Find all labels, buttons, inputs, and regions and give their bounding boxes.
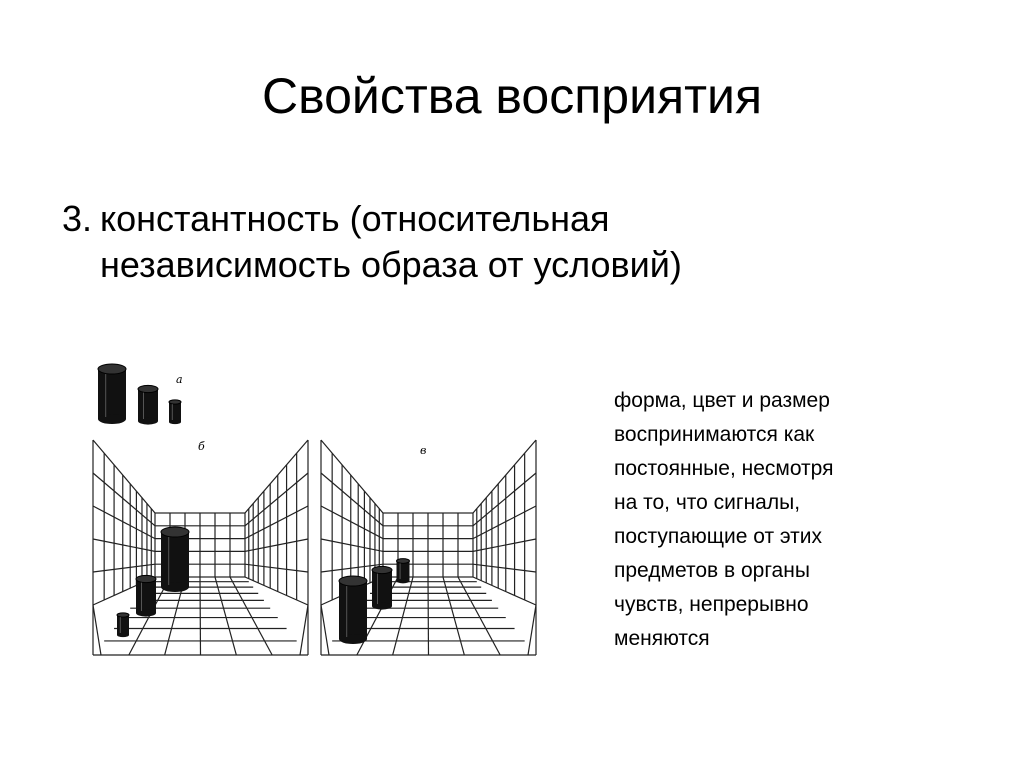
figure-label-c: в <box>420 444 427 457</box>
figure-label-a: а <box>176 373 183 386</box>
cylinder <box>98 364 126 424</box>
cylinder <box>339 576 367 644</box>
figure-label-b: б <box>198 440 205 453</box>
caption-line: чувств, непрерывно <box>614 593 809 616</box>
caption-text <box>614 384 934 656</box>
corridor-grid-right <box>321 440 536 655</box>
bullet-line-2: независимость образа от условий) <box>100 244 682 285</box>
constancy-illustration <box>88 355 558 665</box>
cylinder <box>372 566 392 609</box>
caption-line: поступающие от этих <box>614 525 823 548</box>
cylinder <box>397 559 410 584</box>
caption-line: на то, что сигналы, <box>614 491 801 514</box>
caption-line: форма, цвет и размер <box>614 389 830 412</box>
slide-title: Свойства восприятия <box>261 68 763 124</box>
cylinder <box>136 575 156 616</box>
bullet-line-1: константность (относительная <box>100 198 610 239</box>
corridor-grid-left <box>93 440 308 655</box>
caption-line: постоянные, несмотря <box>614 457 834 480</box>
cylinder <box>117 613 129 637</box>
caption-line: предметов в органы <box>614 559 810 582</box>
cylinder <box>169 400 181 424</box>
bullet-number: 3. <box>62 198 93 239</box>
caption-line: меняются <box>614 627 710 650</box>
cylinder <box>161 527 189 592</box>
bullet-point <box>62 196 862 288</box>
caption-line: воспринимаются как <box>614 423 815 446</box>
cylinders-row-a <box>98 364 181 425</box>
cylinder <box>138 385 158 424</box>
